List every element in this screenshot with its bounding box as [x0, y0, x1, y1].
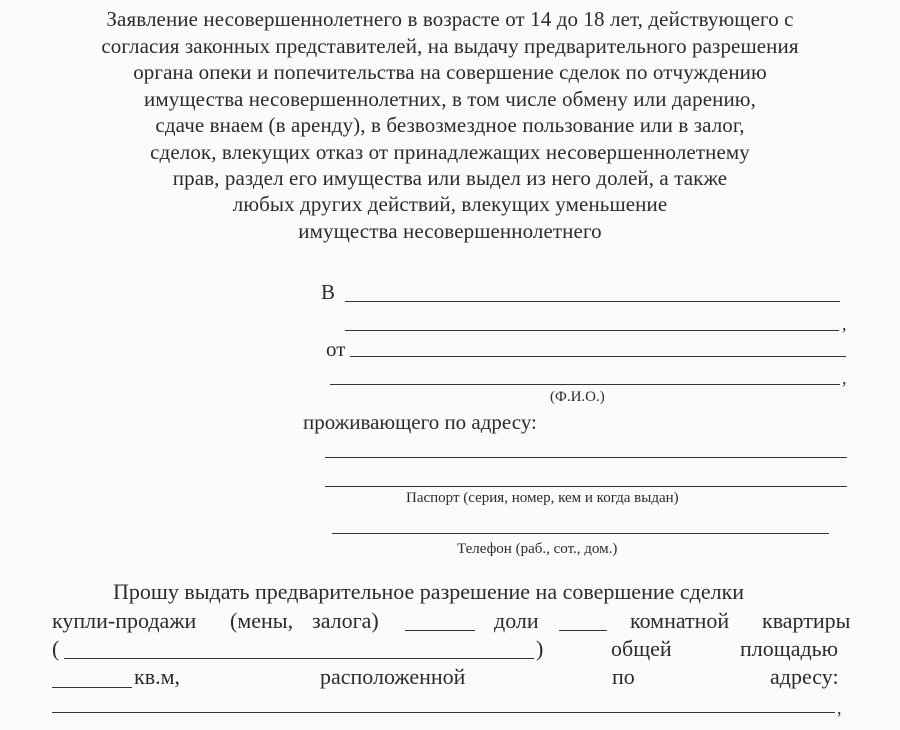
- request-line-2-part-2: (мены,: [230, 608, 294, 633]
- title-line-8: любых других действий, влекущих уменьшение: [232, 192, 668, 216]
- to-comma: ,: [842, 314, 847, 334]
- phone-caption: Телефон (раб., сот., дом.): [457, 541, 618, 557]
- request-line-4-part-3: по: [612, 664, 635, 689]
- paren-close: ): [536, 636, 544, 661]
- title-line-4: имущества несовершеннолетних, в том числе обмену или дарению,: [144, 87, 756, 111]
- title-line-2: согласия законных представителей, на выдачу предварительного разрешения: [101, 34, 799, 58]
- phone-field-line[interactable]: [332, 533, 829, 534]
- request-line-2-part-3: залога): [312, 608, 379, 633]
- request-line-2-part-1: купли-продажи: [52, 608, 197, 633]
- request-line-1: Прошу выдать предварительное разрешение на совершение сделки: [113, 579, 745, 604]
- request-line-3-part-1: общей: [611, 636, 672, 661]
- share-words-field[interactable]: [64, 658, 534, 659]
- request-line-3-part-2: площадью: [740, 636, 839, 661]
- to-field-line-2[interactable]: [345, 330, 839, 331]
- area-field[interactable]: [52, 687, 132, 688]
- to-label: В: [321, 280, 336, 304]
- paren-open: (: [52, 636, 60, 661]
- to-field-line-1[interactable]: [345, 301, 840, 302]
- from-field-line-1[interactable]: [350, 356, 846, 357]
- property-address-field[interactable]: [52, 712, 835, 713]
- fio-caption: (Ф.И.О.): [550, 389, 605, 405]
- from-comma: ,: [842, 368, 847, 388]
- title-line-1: Заявление несовершеннолетнего в возрасте от 14 до 18 лет, действующего с: [106, 7, 794, 31]
- request-line-2-part-6: квартиры: [762, 608, 851, 633]
- request-line-4-part-1: кв.м,: [134, 664, 180, 689]
- address-field-line-1[interactable]: [325, 457, 847, 458]
- title-line-5: сдаче внаем (в аренду), в безвозмездное пользование или в залог,: [155, 113, 745, 137]
- request-line-4-part-4: адресу:: [770, 664, 839, 689]
- title-line-6: сделок, влекущих отказ от принадлежащих несовершеннолетнему: [150, 140, 750, 164]
- title-line-7: прав, раздел его имущества или выдел из него долей, а также: [172, 166, 728, 190]
- address-comma: ,: [837, 698, 842, 718]
- rooms-count-field[interactable]: [559, 630, 607, 631]
- from-label: от: [326, 337, 346, 361]
- passport-caption: Паспорт (серия, номер, кем и когда выдан): [406, 490, 679, 506]
- request-line-4-part-2: расположенной: [320, 664, 466, 689]
- address-label: проживающего по адресу:: [303, 410, 537, 434]
- share-numerator-field[interactable]: [405, 630, 475, 631]
- title-line-9: имущества несовершеннолетнего: [298, 219, 602, 243]
- request-line-2-part-5: комнатной: [630, 608, 730, 633]
- address-field-line-2[interactable]: [325, 486, 847, 487]
- from-field-line-2[interactable]: [330, 384, 840, 385]
- title-line-3: органа опеки и попечительства на совершение сделок по отчуждению: [133, 60, 767, 84]
- request-line-2-part-4: доли: [494, 608, 539, 633]
